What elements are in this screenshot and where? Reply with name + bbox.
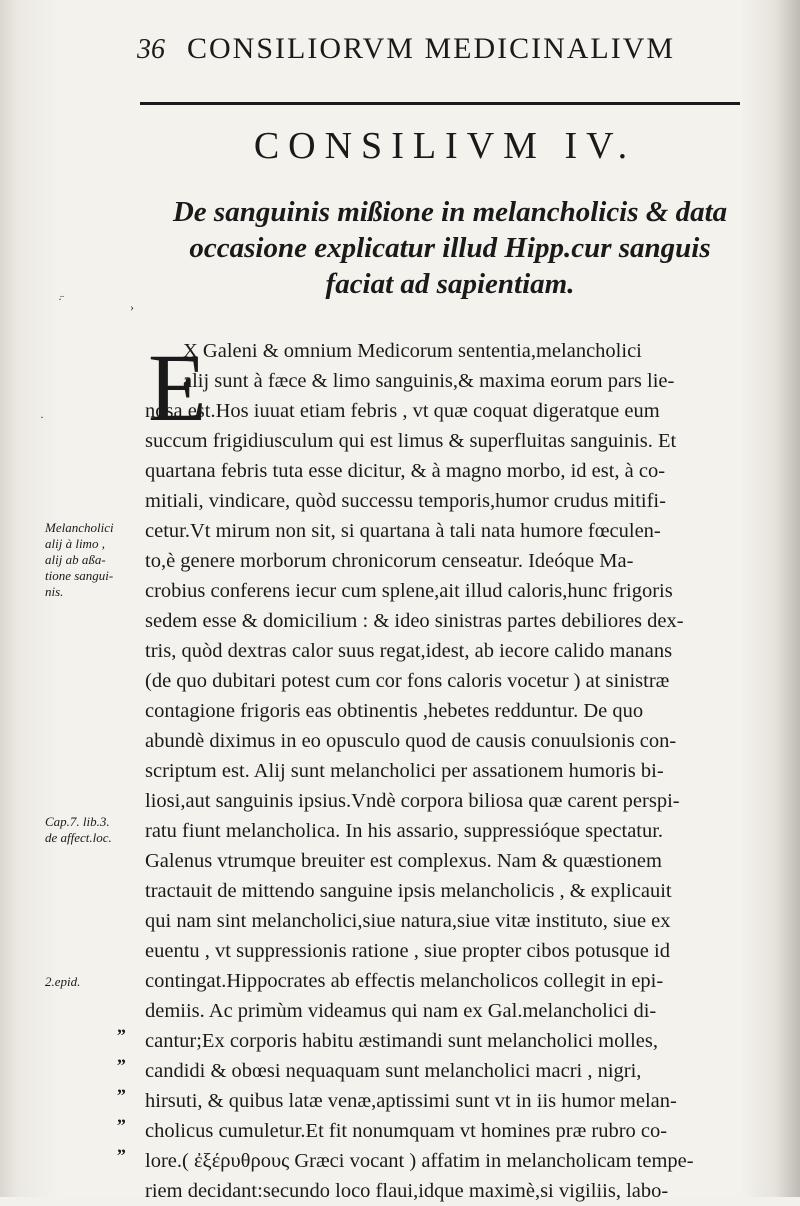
running-head (125, 30, 745, 66)
text-line: euentu , vt suppressionis ratione , siue propter cibos potusque id (145, 940, 670, 962)
text-line: candidi & obœsi nequaquam sunt melancholici macri , nigri, (145, 1060, 642, 1082)
text-line: liosi,aut sanguinis ipsius.Vndè corpora biliosa quæ carent perspi- (145, 790, 680, 812)
margin-note-line: alij ab aßa- (45, 552, 106, 567)
text-line: scriptum est. Alij sunt melancholici per assationem humoris bi- (145, 760, 664, 782)
text-line: nosa est.Hos iuuat etiam febris , vt quæ coquat digeratque eum (145, 400, 660, 422)
page-number: 36 (137, 34, 165, 65)
margin-note-line: tione sangui- (45, 568, 114, 583)
subtitle-line: occasione explicatur illud Hipp.cur sanguis (189, 232, 711, 264)
text-line: ratu fiunt melancholica. In his assario, suppressióque spectatur. (145, 820, 664, 842)
text-line: Galenus vtrumque breuiter est complexus. Nam & quæstionem (145, 850, 662, 872)
running-title: CONSILIORVM MEDICINALIVM (187, 32, 676, 65)
margin-note (45, 814, 145, 846)
text-line: X Galeni & omnium Medicorum sententia,melancholici (183, 340, 642, 362)
text-line: lore.( ἐξέρυθρους Græci vocant ) affatim in melancholicam tempe- (145, 1150, 694, 1172)
margin-note-line: alij à limo , (45, 536, 105, 551)
text-line: cetur.Vt mirum non sit, si quartana à tali nata humore fœculen- (145, 520, 661, 542)
margin-note (45, 974, 145, 990)
text-line: cantur;Ex corporis habitu æstimandi sunt melancholici molles, (145, 1030, 658, 1052)
text-line: demiis. Ac primùm videamus qui nam ex Gal.melancholici di- (145, 1000, 657, 1022)
margin-note-line: Cap.7. lib.3. (45, 814, 110, 829)
subtitle-line: faciat ad sapientiam. (325, 268, 575, 300)
drop-cap: E (148, 334, 207, 441)
margin-note-line: 2.epid. (45, 974, 81, 989)
text-line: qui nam sint melancholici,siue natura,siue vitæ instituto, siue ex (145, 910, 671, 932)
quote-mark: „ (117, 1046, 126, 1066)
subtitle-line: De sanguinis mißione in melancholicis & data (172, 196, 728, 228)
text-line: tractauit de mittendo sanguine ipsis melancholicis , & explicauit (145, 880, 672, 902)
ink-speck: · (40, 410, 44, 424)
text-line: alij sunt à fæce & limo sanguinis,& maxima eorum pars lie- (183, 370, 675, 392)
text-line: cholicus cumuletur.Et fit nonumquam vt homines præ rubro co- (145, 1120, 668, 1142)
text-line: contingat.Hippocrates ab effectis melancholicos collegit in epi- (145, 970, 664, 992)
text-line: quartana febris tuta esse dicitur, & à magno morbo, id est, à co- (145, 460, 666, 482)
text-line: (de quo dubitari potest cum cor fons caloris vocetur ) at sinistræ (145, 670, 670, 692)
quote-mark: „ (117, 1106, 126, 1126)
quote-mark: „ (117, 1136, 126, 1156)
margin-note-line: de affect.loc. (45, 830, 112, 845)
text-line: contagione frigoris eas obtinentis ,hebetes redduntur. De quo (145, 700, 644, 722)
margin-note-line: Melancholici (45, 520, 114, 535)
ink-speck: › (130, 300, 134, 314)
text-line: to,è genere morborum chronicorum censeatur. Ideóque Ma- (145, 550, 634, 572)
text-line: hirsuti, & quibus latæ venæ,aptissimi sunt vt in iis humor melan- (145, 1090, 677, 1112)
quote-mark: „ (117, 1076, 126, 1096)
text-line: succum frigidiusculum qui est limus & superfluitas sanguinis. Et (145, 430, 677, 452)
margin-note (45, 520, 145, 600)
quote-mark: „ (117, 1016, 126, 1036)
text-line: crobius conferens iecur cum splene,ait illud caloris,hunc frigoris (145, 580, 673, 602)
header-rule (140, 102, 740, 105)
text-line: mitiali, vindicare, quòd successu temporis,humor crudus mitifi- (145, 490, 666, 512)
text-line: abundè diximus in eo opusculo quod de causis conuulsionis con- (145, 730, 677, 752)
text-line: tris, quòd dextras calor suus regat,idest, ab iecore calido manans (145, 640, 673, 662)
margin-note-line: nis. (45, 584, 64, 599)
text-line: riem decidant:secundo loco flaui,idque maximè,si vigiliis, labo- (145, 1180, 669, 1202)
text-line: sedem esse & domicilium : & ideo sinistras partes debiliores dex- (145, 610, 684, 632)
ink-speck: ·̈ (58, 292, 62, 306)
chapter-title: CONSILIVM IV. (253, 125, 637, 167)
